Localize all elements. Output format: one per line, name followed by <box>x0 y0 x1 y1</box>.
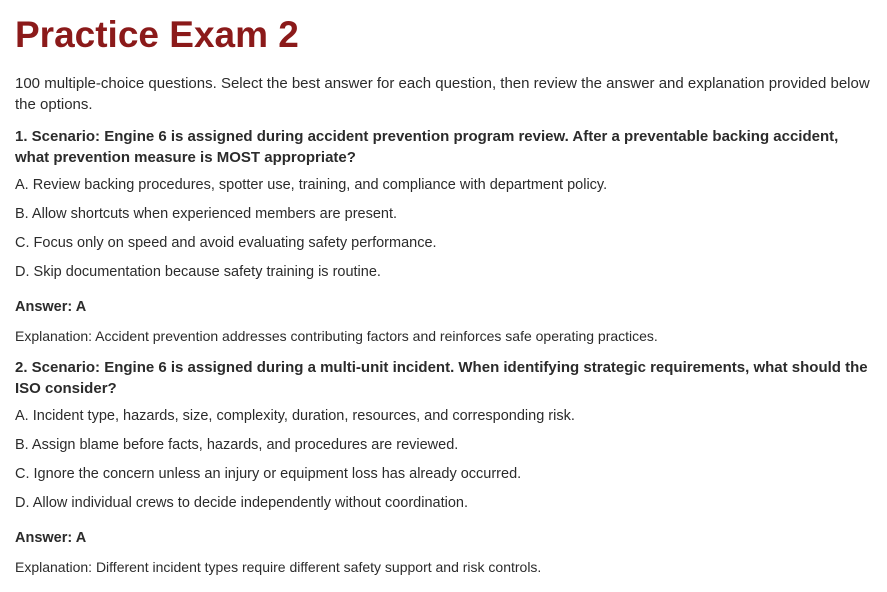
options-list <box>15 175 871 283</box>
intro-text: 100 multiple-choice questions. Select the best answer for each question, then review the answer and explanation provided below the options. <box>15 75 870 113</box>
answer-label: Answer: A <box>15 299 87 315</box>
option-b[interactable]: B. Assign blame before facts, hazards, and procedures are reviewed. <box>15 437 459 453</box>
option-d[interactable]: D. Skip documentation because safety training is routine. <box>15 264 381 280</box>
option-c[interactable]: C. Ignore the concern unless an injury or equipment loss has already occurred. <box>15 466 522 482</box>
explanation-text: Explanation: Different incident types require different safety support and risk controls. <box>15 559 542 575</box>
option-c[interactable]: C. Focus only on speed and avoid evaluating safety performance. <box>15 235 437 251</box>
question-block <box>15 357 871 578</box>
explanation-text: Explanation: Accident prevention addresses contributing factors and reinforces safe operating practices. <box>15 328 658 344</box>
option-b[interactable]: B. Allow shortcuts when experienced members are present. <box>15 206 398 222</box>
options-list <box>15 406 871 514</box>
option-d[interactable]: D. Allow individual crews to decide independently without coordination. <box>15 495 468 511</box>
question-block <box>15 126 871 347</box>
option-a[interactable]: A. Incident type, hazards, size, complexity, duration, resources, and corresponding risk. <box>15 408 575 424</box>
question-text: 1. Scenario: Engine 6 is assigned during accident prevention program review. After a preventable backing accident, what prevention measure is MOST appropriate? <box>15 128 839 166</box>
question-text: 2. Scenario: Engine 6 is assigned during a multi-unit incident. When identifying strategic requirements, what should the ISO consider? <box>15 359 868 397</box>
answer-label: Answer: A <box>15 530 87 546</box>
option-a[interactable]: A. Review backing procedures, spotter use, training, and compliance with department policy. <box>15 177 608 193</box>
page-title: Practice Exam 2 <box>15 14 299 55</box>
